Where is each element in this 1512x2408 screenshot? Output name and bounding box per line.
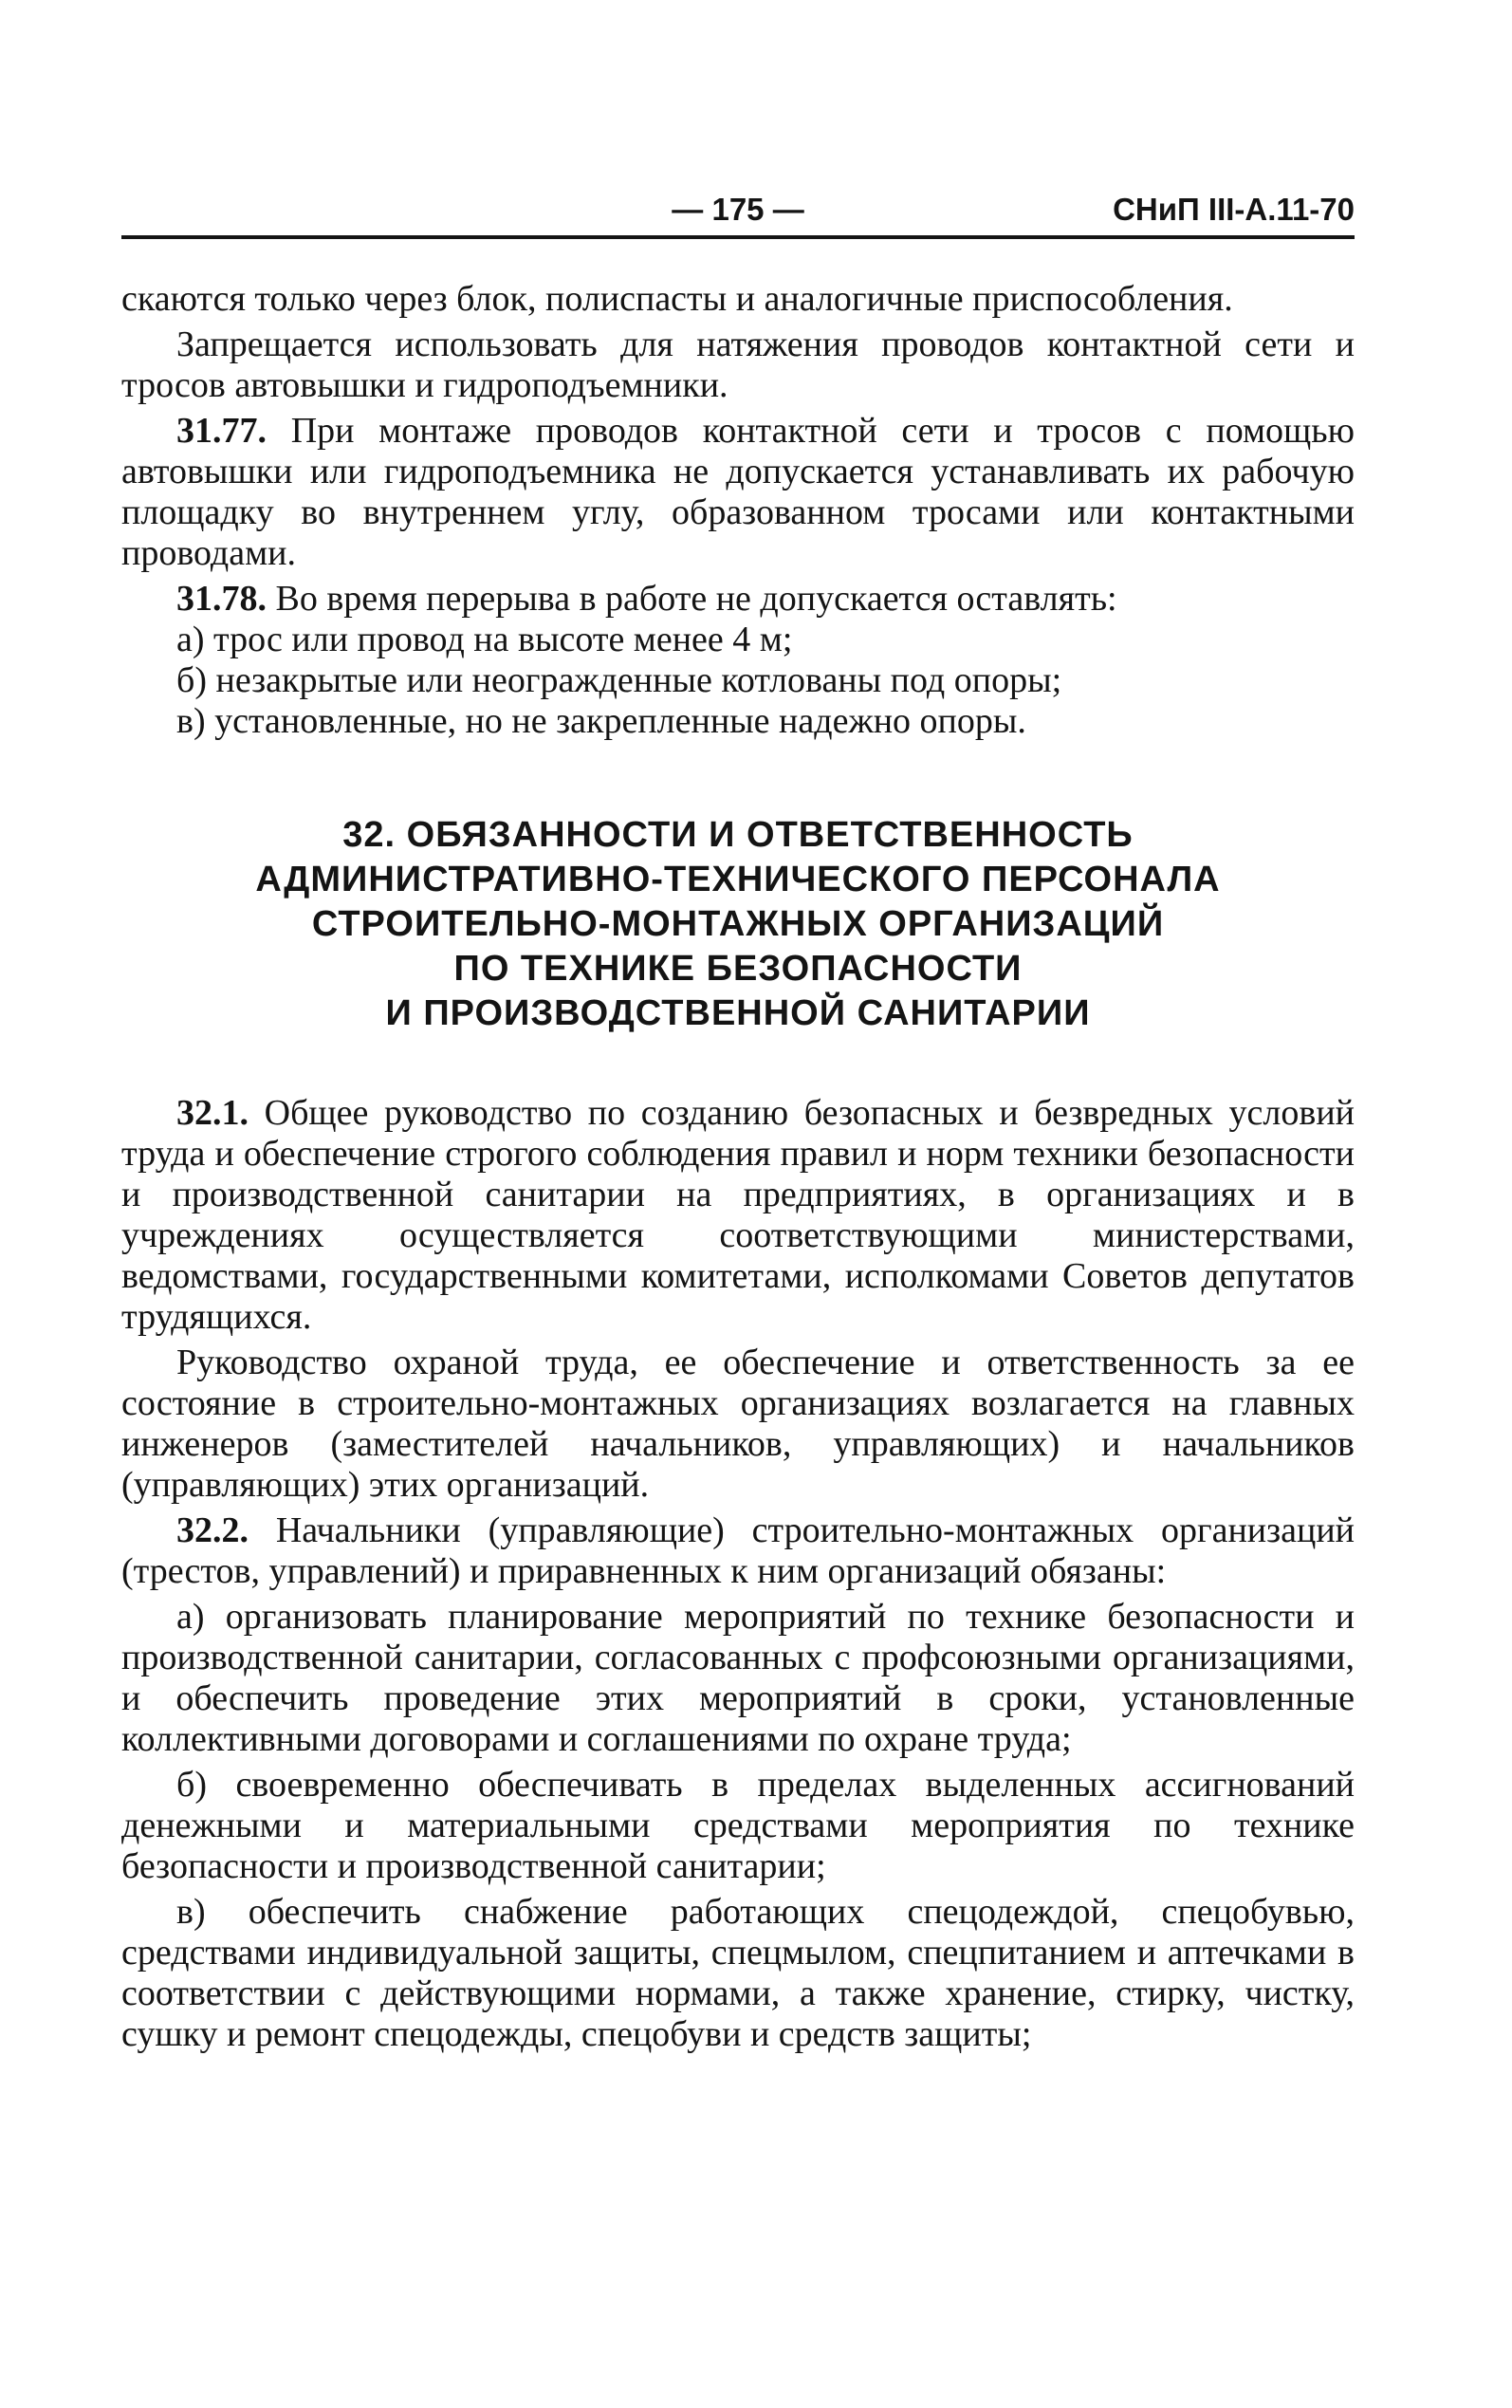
paragraphs-bottom	[121, 1093, 1355, 2055]
paragraph: Руководство охраной труда, ее обеспечение и ответственность за ее состояние в строительно-монтажных организациях возлагается на главных инженеров (заместителей начальников, управляющих) и начальников (управляющих) этих организаций.	[121, 1343, 1355, 1505]
document-code: СНиП III-А.11-70	[1113, 192, 1355, 227]
list-item: а) организовать планирование мероприятий по технике безопасности и производственной санитарии, согласованных с профсоюзными организациями, и обеспечить проведение этих мероприятий в сроки, установленные коллективными договорами и соглашениями по охране труда;	[121, 1597, 1355, 1759]
list-item: а) трос или провод на высоте менее 4 м;	[176, 620, 793, 659]
document-page	[121, 190, 1355, 2055]
header-rule	[121, 235, 1355, 239]
list-item: в) обеспечить снабжение работающих спецодеждой, спецобувью, средствами индивидуальной защиты, спецмылом, спецпитанием и аптечками в соответствии с действующими нормами, а также хранение, стирку, чистку, сушку и ремонт спецодежды, спецобуви и средств защиты;	[121, 1892, 1355, 2054]
list-item: б) своевременно обеспечивать в пределах выделенных ассигнований денежными и материальными средствами мероприятия по технике безопасности и производственной санитарии;	[121, 1765, 1355, 1886]
heading-line: ПО ТЕХНИКЕ БЕЗОПАСНОСТИ	[453, 949, 1023, 989]
heading-line: СТРОИТЕЛЬНО-МОНТАЖНЫХ ОРГАНИЗАЦИЙ	[311, 904, 1165, 944]
heading-line: 32. ОБЯЗАННОСТИ И ОТВЕТСТВЕННОСТЬ	[342, 815, 1134, 855]
paragraph: 31.77. При монтаже проводов контактной сети и тросов с помощью автовышки или гидроподъемника не допускается устанавливать их рабочую площадку во внутреннем углу, образованном тросами или контактными проводами.	[121, 411, 1355, 573]
paragraph: Запрещается использовать для натяжения проводов контактной сети и тросов автовышки и гидроподъемники.	[121, 324, 1355, 405]
list-item: в) установленные, но не закрепленные надежно опоры.	[176, 701, 1026, 741]
paragraph: скаются только через блок, полиспасты и аналогичные приспособления.	[121, 279, 1233, 319]
list-item: б) незакрытые или неогражденные котлованы под опоры;	[176, 660, 1062, 700]
paragraphs-top	[121, 279, 1355, 742]
clause-number: 31.78.	[176, 579, 267, 619]
paragraph: 31.78. Во время перерыва в работе не допускается оставлять:	[176, 579, 1117, 619]
heading-line: АДМИНИСТРАТИВНО-ТЕХНИЧЕСКОГО ПЕРСОНАЛА	[255, 860, 1221, 899]
heading-line: И ПРОИЗВОДСТВЕННОЙ САНИТАРИИ	[385, 993, 1091, 1033]
clause-number: 32.2.	[176, 1510, 249, 1550]
section-heading	[121, 813, 1355, 1036]
paragraph: 32.2. Начальники (управляющие) строительно-монтажных организаций (трестов, управлений) и приравненных к ним организаций обязаны:	[121, 1510, 1355, 1591]
document-body	[121, 279, 1355, 2055]
clause-number: 31.77.	[176, 411, 267, 451]
page-number: — 175 —	[672, 192, 804, 227]
paragraph: 32.1. Общее руководство по созданию безопасных и безвредных условий труда и обеспечение строгого соблюдения правил и норм техники безопасности и производственной санитарии на предприятиях, в организациях и в учреждениях осуществляется соответствующими министерствами, ведомствами, государственными комитетами, исполкомами Советов депутатов трудящихся.	[121, 1093, 1355, 1337]
clause-number: 32.1.	[176, 1093, 249, 1133]
page-header	[121, 190, 1355, 243]
